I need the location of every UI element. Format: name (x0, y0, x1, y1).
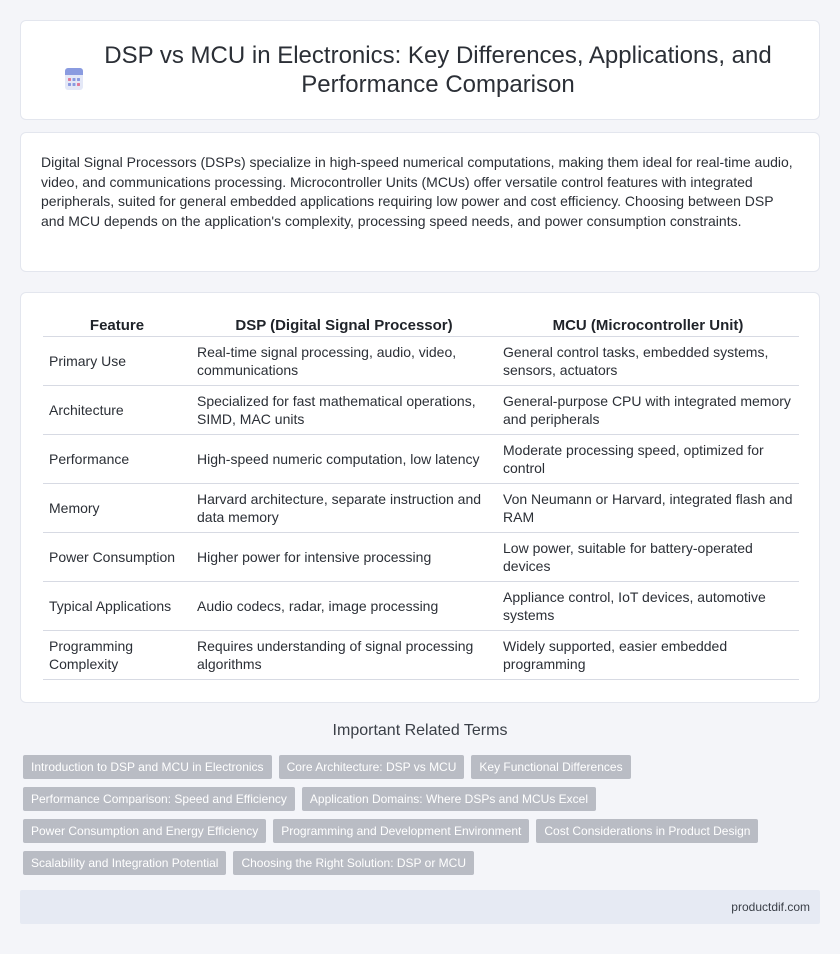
mcu-cell: Widely supported, easier embedded programming (497, 631, 799, 680)
related-term-tag[interactable]: Scalability and Integration Potential (23, 851, 226, 875)
feature-cell: Power Consumption (43, 533, 191, 582)
mcu-cell: General-purpose CPU with integrated memory and peripherals (497, 386, 799, 435)
column-header-feature: Feature (43, 313, 191, 337)
related-term-tag[interactable]: Programming and Development Environment (273, 819, 529, 843)
calculator-icon (62, 67, 86, 91)
table-row (43, 435, 799, 484)
column-header-dsp: DSP (Digital Signal Processor) (191, 313, 497, 337)
table-header-row (43, 313, 799, 337)
related-term-tag[interactable]: Introduction to DSP and MCU in Electronics (23, 755, 272, 779)
feature-cell: Programming Complexity (43, 631, 191, 680)
table-row (43, 337, 799, 386)
mcu-cell: Moderate processing speed, optimized for control (497, 435, 799, 484)
title-card (20, 20, 820, 120)
tag-row (23, 787, 823, 811)
table-row (43, 582, 799, 631)
intro-card (20, 132, 820, 272)
dsp-cell: Requires understanding of signal processing algorithms (191, 631, 497, 680)
tag-row (23, 851, 823, 875)
related-term-tag[interactable]: Power Consumption and Energy Efficiency (23, 819, 266, 843)
title-wrap (60, 41, 780, 99)
feature-cell: Primary Use (43, 337, 191, 386)
related-term-tag[interactable]: Cost Considerations in Product Design (536, 819, 758, 843)
dsp-cell: Specialized for fast mathematical operations, SIMD, MAC units (191, 386, 497, 435)
tag-row (23, 755, 823, 779)
intro-text: Digital Signal Processors (DSPs) specialize in high-speed numerical computations, making them ideal for real-time audio, video, and communications processing. Microcontroller Units (MCUs) offer versatile control features with integrated peripherals, suited for general embedded applications requiring low power and cost efficiency. Choosing between DSP and MCU depends on the application's complexity, processing speed needs, and power consumption constraints. (41, 154, 793, 229)
mcu-cell: General control tasks, embedded systems, sensors, actuators (497, 337, 799, 386)
table-row (43, 533, 799, 582)
footer-site-link[interactable]: productdif.com (731, 900, 810, 914)
tag-row (23, 819, 823, 843)
feature-cell: Memory (43, 484, 191, 533)
related-term-tag[interactable]: Core Architecture: DSP vs MCU (279, 755, 465, 779)
comparison-card (20, 292, 820, 703)
related-terms-list (23, 755, 823, 883)
table-row (43, 386, 799, 435)
comparison-table (43, 313, 799, 680)
feature-cell: Typical Applications (43, 582, 191, 631)
mcu-cell: Von Neumann or Harvard, integrated flash and RAM (497, 484, 799, 533)
dsp-cell: Higher power for intensive processing (191, 533, 497, 582)
footer (20, 890, 820, 924)
related-term-tag[interactable]: Performance Comparison: Speed and Efficiency (23, 787, 295, 811)
mcu-cell: Low power, suitable for battery-operated devices (497, 533, 799, 582)
related-term-tag[interactable]: Application Domains: Where DSPs and MCUs Excel (302, 787, 596, 811)
feature-cell: Performance (43, 435, 191, 484)
related-terms-title: Important Related Terms (332, 722, 508, 739)
related-term-tag[interactable]: Choosing the Right Solution: DSP or MCU (233, 851, 474, 875)
page-title: DSP vs MCU in Electronics: Key Differences, Applications, and Performance Comparison (104, 42, 772, 98)
table-row (43, 631, 799, 680)
related-term-tag[interactable]: Key Functional Differences (471, 755, 630, 779)
dsp-cell: Real-time signal processing, audio, video, communications (191, 337, 497, 386)
feature-cell: Architecture (43, 386, 191, 435)
dsp-cell: Harvard architecture, separate instruction and data memory (191, 484, 497, 533)
dsp-cell: Audio codecs, radar, image processing (191, 582, 497, 631)
table-row (43, 484, 799, 533)
mcu-cell: Appliance control, IoT devices, automotive systems (497, 582, 799, 631)
column-header-mcu: MCU (Microcontroller Unit) (497, 313, 799, 337)
dsp-cell: High-speed numeric computation, low latency (191, 435, 497, 484)
